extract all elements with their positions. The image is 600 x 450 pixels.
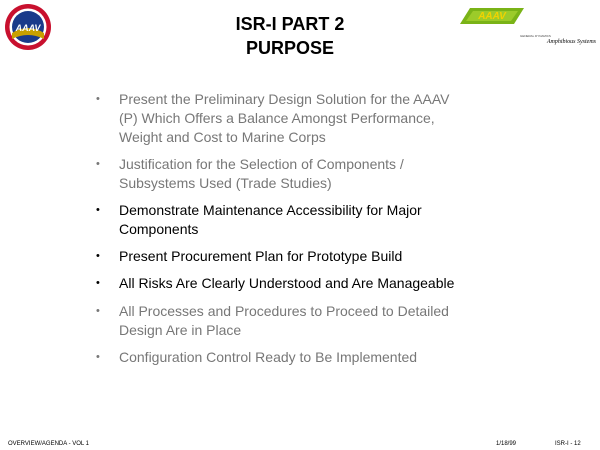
bullet-line: Components [119,221,199,237]
bullet-text [119,247,519,266]
bullet-text [119,155,519,193]
bullet-marker: • [96,158,100,170]
bullet-line: Justification for the Selection of Components / [119,156,404,172]
bullet-line: Subsystems Used (Trade Studies) [119,175,332,191]
bullet-line: Weight and Cost to Marine Corps [119,129,326,145]
title-line-1: ISR-I PART 2 [235,14,345,34]
company-caption-script: Amphibious Systems [546,39,596,45]
bullet-line: Design Are in Place [119,322,242,338]
bullet-line: (P) Which Offers a Balance Amongst Performance, [119,110,435,126]
bullet-marker: • [96,250,100,262]
bullet-marker: • [96,93,100,105]
title-line-2: PURPOSE [245,38,335,58]
company-caption-small: GENERAL DYNAMICS [520,34,551,38]
bullet-text [119,302,519,340]
bullet-line: Present Procurement Plan for Prototype Build [119,248,403,264]
footer-page-number: ISR-I - 12 [555,441,581,447]
footer-date: 1/18/99 [496,441,517,447]
bullet-line: Configuration Control Ready to Be Implemented [119,349,418,365]
bullet-marker: • [96,277,100,289]
right-logo-text: AAAV [478,11,506,22]
bullet-line: Demonstrate Maintenance Accessibility for Major [119,202,422,218]
bullet-line: Present the Preliminary Design Solution for the AAAV [119,91,450,107]
bullet-marker: • [96,204,100,216]
bullet-text [119,201,519,239]
bullet-text [119,90,519,147]
bullet-line: All Processes and Procedures to Proceed to Detailed [119,303,449,319]
bullet-text [119,348,519,367]
left-logo-text: AAAV [15,23,41,33]
bullet-marker: • [96,305,100,317]
bullet-marker: • [96,351,100,363]
bullet-text [119,274,519,293]
footer-section-label: OVERVIEW/AGENDA - VOL 1 [8,441,90,447]
bullet-line: All Risks Are Clearly Understood and Are Manageable [119,275,455,291]
